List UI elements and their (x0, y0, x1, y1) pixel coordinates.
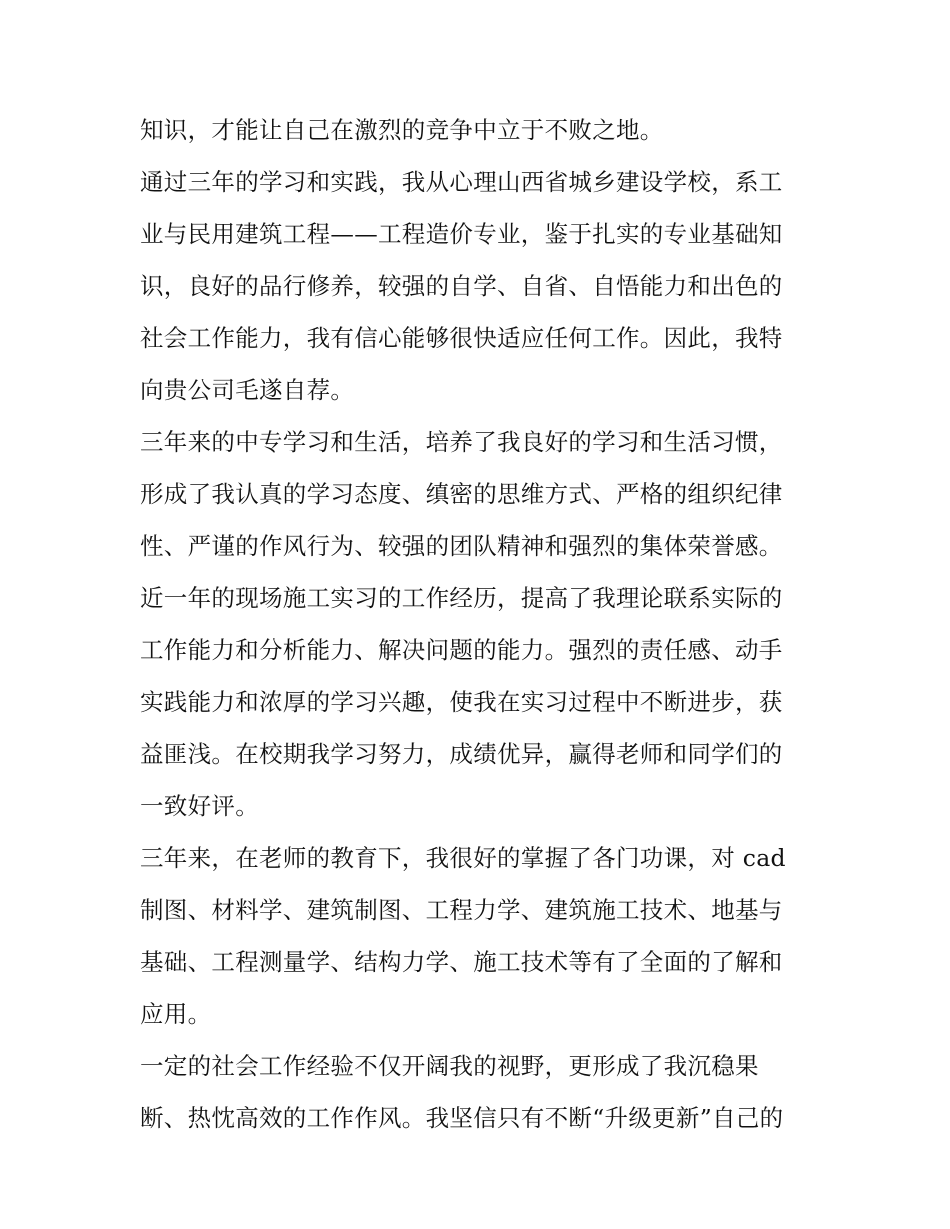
text-line: 实践能力和浓厚的学习兴趣，使我在实习过程中不断进步，获 (140, 688, 783, 716)
text-line: 业与民用建筑工程——工程造价专业，鉴于扎实的专业基础知 (140, 220, 783, 248)
body-text (140, 104, 820, 1144)
text-line: 识，良好的品行修养，较强的自学、自省、自悟能力和出色的 (140, 272, 783, 300)
text-line: 三年来的中专学习和生活，培养了我良好的学习和生活习惯， (140, 428, 783, 456)
text-line: 三年来，在老师的教育下，我很好的掌握了各门功课，对 cad (140, 844, 786, 872)
text-line: 通过三年的学习和实践，我从心理山西省城乡建设学校，系工 (140, 168, 783, 196)
text-line: 知识，才能让自己在激烈的竞争中立于不败之地。 (140, 116, 664, 144)
text-line: 工作能力和分析能力、解决问题的能力。强烈的责任感、动手 (140, 636, 783, 664)
text-line: 基础、工程测量学、结构力学、施工技术等有了全面的了解和 (140, 948, 783, 976)
text-line: 向贵公司毛遂自荐。 (140, 376, 355, 404)
text-line: 断、热忱高效的工作作风。我坚信只有不断“升级更新”自己的 (140, 1104, 784, 1132)
text-line: 社会工作能力，我有信心能够很快适应任何工作。因此，我特 (140, 324, 783, 352)
text-line: 一致好评。 (140, 792, 259, 820)
text-line: 一定的社会工作经验不仅开阔我的视野，更形成了我沉稳果 (140, 1052, 759, 1080)
text-line: 性、严谨的作风行为、较强的团队精神和强烈的集体荣誉感。 (140, 532, 783, 560)
text-line: 近一年的现场施工实习的工作经历，提高了我理论联系实际的 (140, 584, 783, 612)
text-line: 制图、材料学、建筑制图、工程力学、建筑施工技术、地基与 (140, 896, 783, 924)
text-line: 应用。 (140, 1000, 212, 1028)
text-line: 益匪浅。在校期我学习努力，成绩优异，赢得老师和同学们的 (140, 740, 783, 768)
text-line: 形成了我认真的学习态度、缜密的思维方式、严格的组织纪律 (140, 480, 783, 508)
